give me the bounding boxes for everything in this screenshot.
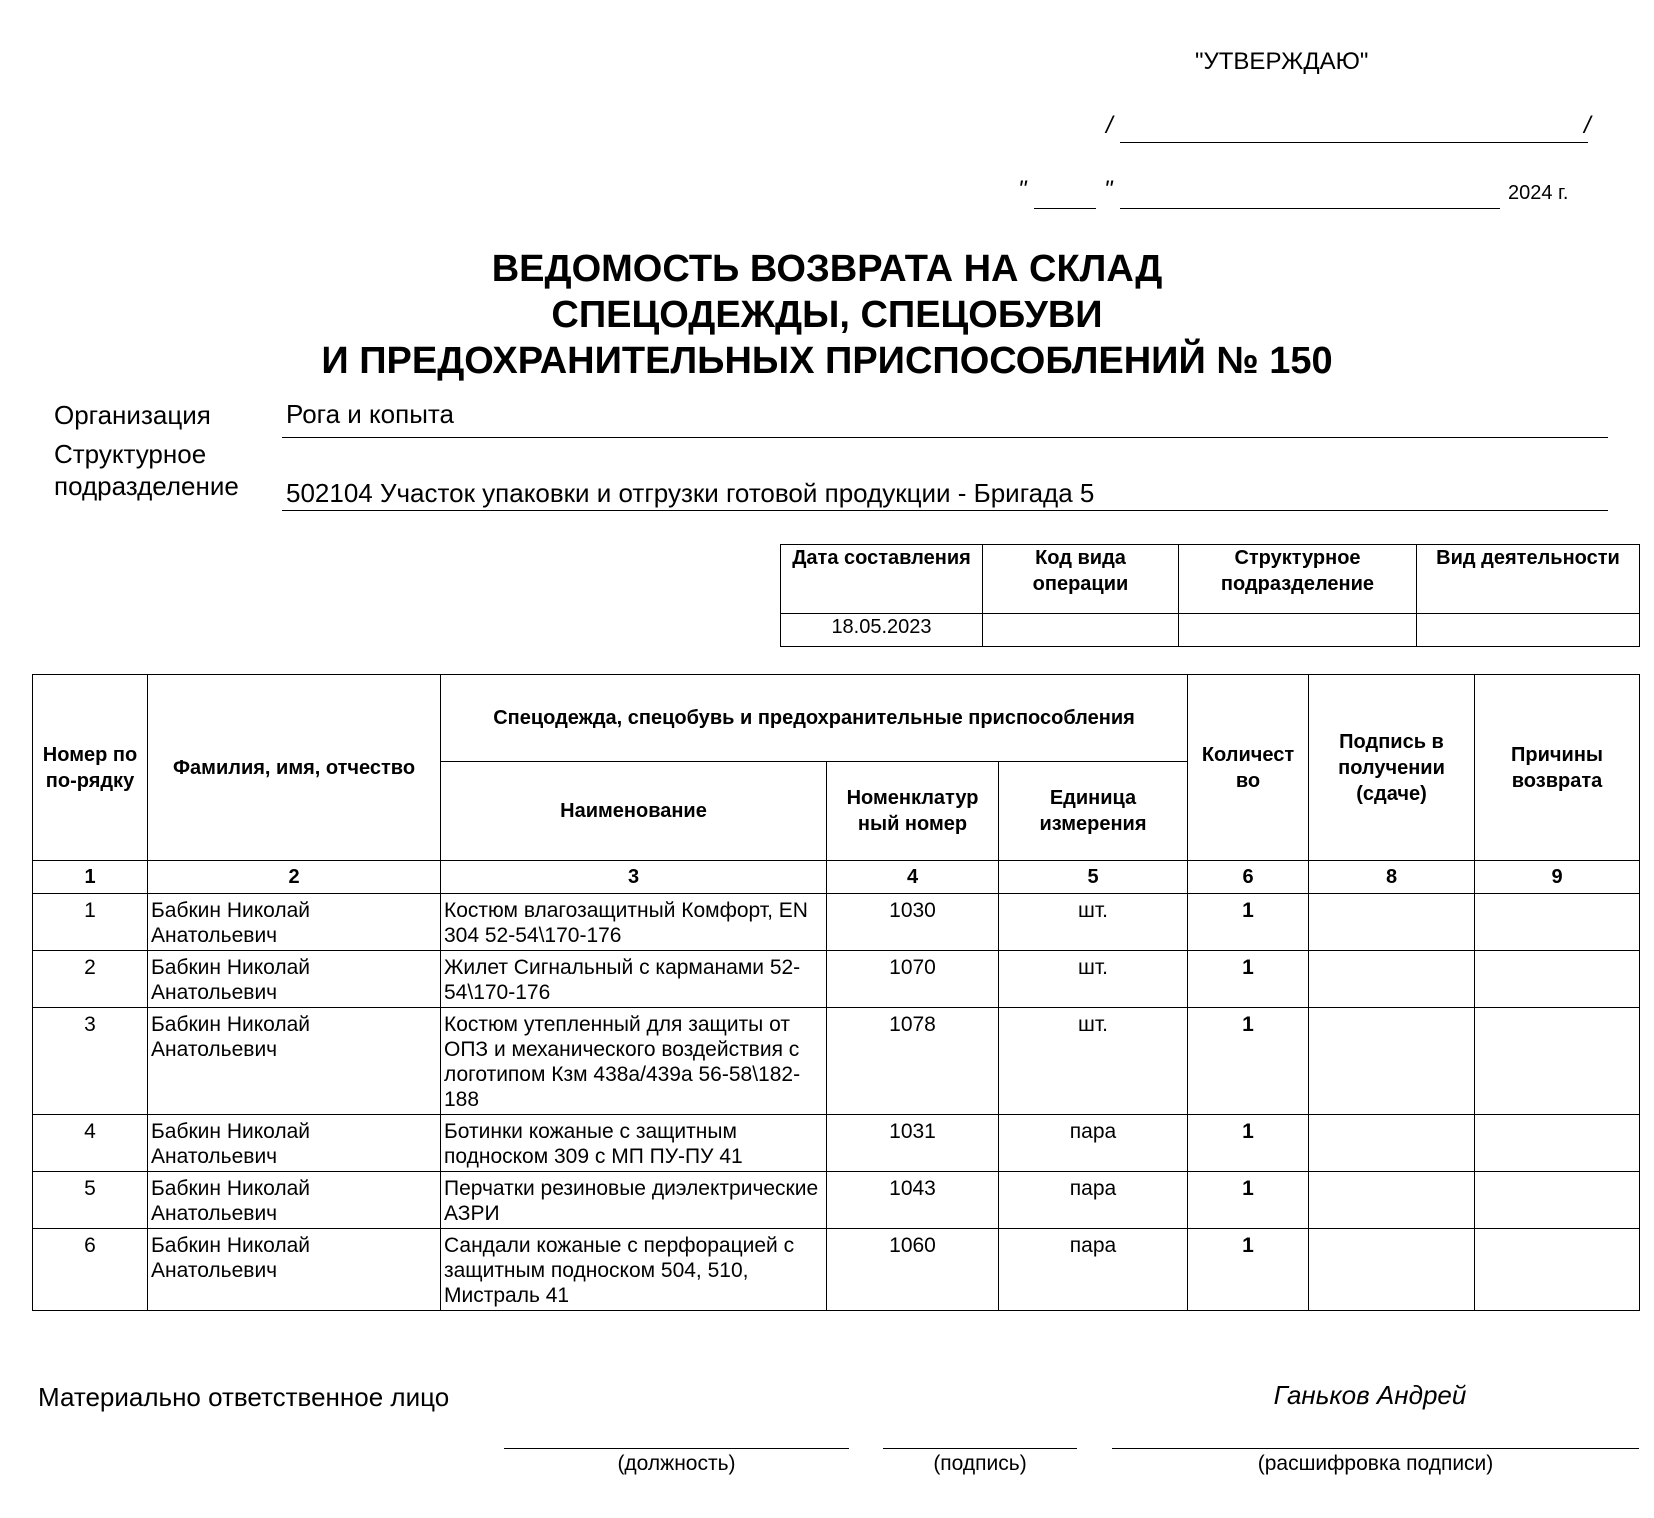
- meta-date-value: 18.05.2023: [781, 614, 983, 647]
- signature-caption: (подпись): [933, 1452, 1027, 1475]
- row-unit: шт.: [999, 951, 1188, 1008]
- row-qty: 1: [1188, 1008, 1309, 1115]
- header-signature: Подпись в получении (сдаче): [1309, 675, 1475, 861]
- row-unit: пара: [999, 1172, 1188, 1229]
- column-number: 9: [1475, 861, 1640, 894]
- meta-header-department: Структурное подразделение: [1179, 545, 1417, 614]
- meta-header-activity: Вид деятельности: [1417, 545, 1640, 614]
- date-quote-open: ": [1018, 176, 1027, 203]
- row-reason: [1475, 951, 1640, 1008]
- row-reason: [1475, 1008, 1640, 1115]
- row-signature: [1309, 894, 1475, 951]
- row-fio: Бабкин Николай Анатольевич: [148, 1172, 441, 1229]
- meta-department-value: [1179, 614, 1417, 647]
- org-underline: [282, 437, 1608, 438]
- row-signature: [1309, 1229, 1475, 1311]
- header-unit: Единица измерения: [999, 762, 1188, 861]
- header-group: Спецодежда, спецобувь и предохранительные приспособления: [441, 675, 1188, 762]
- row-signature: [1309, 1008, 1475, 1115]
- position-caption: (должность): [617, 1452, 736, 1475]
- meta-header-operation-code: Код вида операции: [983, 545, 1179, 614]
- row-num: 5: [33, 1172, 148, 1229]
- org-value: Рога и копыта: [286, 399, 454, 429]
- row-reason: [1475, 1172, 1640, 1229]
- row-name: Ботинки кожаные с защитным подноском 309 с МП ПУ-ПУ 41: [441, 1115, 827, 1172]
- row-fio: Бабкин Николай Анатольевич: [148, 951, 441, 1008]
- meta-activity-value: [1417, 614, 1640, 647]
- row-qty: 1: [1188, 951, 1309, 1008]
- table-row: [33, 951, 1640, 1008]
- header-num: Номер по по-рядку: [33, 675, 148, 861]
- row-num: 3: [33, 1008, 148, 1115]
- row-qty: 1: [1188, 1172, 1309, 1229]
- approval-slash-left: /: [1106, 112, 1113, 139]
- document-title-line-1: ВЕДОМОСТЬ ВОЗВРАТА НА СКЛАД: [491, 248, 1163, 290]
- meta-value-row: [781, 614, 1640, 647]
- signature-line: [883, 1448, 1077, 1449]
- row-unit: шт.: [999, 894, 1188, 951]
- document-title: [0, 246, 1654, 384]
- row-signature: [1309, 1115, 1475, 1172]
- header-row-1: [33, 675, 1640, 762]
- column-number: 2: [148, 861, 441, 894]
- row-signature: [1309, 951, 1475, 1008]
- row-qty: 1: [1188, 1229, 1309, 1311]
- row-num: 2: [33, 951, 148, 1008]
- meta-operation-code-value: [983, 614, 1179, 647]
- row-nomenclature: 1070: [827, 951, 999, 1008]
- column-number: 8: [1309, 861, 1475, 894]
- meta-table: [780, 544, 1640, 647]
- meta-header-row: [781, 545, 1640, 614]
- dept-value: 502104 Участок упаковки и отгрузки готовой продукции - Бригада 5: [286, 478, 1095, 508]
- row-fio: Бабкин Николай Анатольевич: [148, 1115, 441, 1172]
- row-qty: 1: [1188, 894, 1309, 951]
- row-nomenclature: 1043: [827, 1172, 999, 1229]
- row-signature: [1309, 1172, 1475, 1229]
- main-table: [32, 674, 1640, 1311]
- row-unit: пара: [999, 1229, 1188, 1311]
- date-day-line: [1034, 208, 1096, 209]
- decoding-caption: (расшифровка подписи): [1257, 1452, 1494, 1475]
- row-fio: Бабкин Николай Анатольевич: [148, 1229, 441, 1311]
- header-qty: Количест во: [1188, 675, 1309, 861]
- row-nomenclature: 1030: [827, 894, 999, 951]
- row-qty: 1: [1188, 1115, 1309, 1172]
- responsible-person-name: Ганьков Андрей: [1273, 1380, 1467, 1410]
- row-num: 6: [33, 1229, 148, 1311]
- row-reason: [1475, 894, 1640, 951]
- date-month-line: [1120, 208, 1500, 209]
- row-nomenclature: 1060: [827, 1229, 999, 1311]
- date-quote-close: ": [1104, 176, 1113, 203]
- row-fio: Бабкин Николай Анатольевич: [148, 1008, 441, 1115]
- header-reason: Причины возврата: [1475, 675, 1640, 861]
- row-name: Жилет Сигнальный с карманами 52-54\170-176: [441, 951, 827, 1008]
- row-reason: [1475, 1115, 1640, 1172]
- column-number: 5: [999, 861, 1188, 894]
- row-unit: пара: [999, 1115, 1188, 1172]
- decoding-line: [1112, 1448, 1639, 1449]
- org-label: Организация: [54, 400, 211, 430]
- document-title-line-3: И ПРЕДОХРАНИТЕЛЬНЫХ ПРИСПОСОБЛЕНИЙ № 150: [321, 340, 1333, 382]
- table-row: [33, 1229, 1640, 1311]
- row-name: Перчатки резиновые диэлектрические АЗРИ: [441, 1172, 827, 1229]
- row-num: 4: [33, 1115, 148, 1172]
- row-unit: шт.: [999, 1008, 1188, 1115]
- row-reason: [1475, 1229, 1640, 1311]
- approval-title: "УТВЕРЖДАЮ": [1195, 48, 1369, 75]
- document-title-line-2: СПЕЦОДЕЖДЫ, СПЕЦОБУВИ: [551, 294, 1103, 336]
- column-number: 4: [827, 861, 999, 894]
- meta-header-date: Дата составления: [781, 545, 983, 614]
- header-name: Наименование: [441, 762, 827, 861]
- column-numbers-row: [33, 861, 1640, 894]
- row-name: Костюм утепленный для защиты от ОПЗ и механического воздействия с логотипом Кзм 438а/439а 56-58\182-188: [441, 1008, 827, 1115]
- table-row: [33, 1115, 1640, 1172]
- dept-label-line-1: Структурное: [54, 439, 207, 469]
- header-fio: Фамилия, имя, отчество: [148, 675, 441, 861]
- header-nomenclature: Номенклатур ный номер: [827, 762, 999, 861]
- row-num: 1: [33, 894, 148, 951]
- row-fio: Бабкин Николай Анатольевич: [148, 894, 441, 951]
- responsible-person-label: Материально ответственное лицо: [38, 1382, 450, 1412]
- approval-signature-line: [1120, 142, 1588, 143]
- row-nomenclature: 1078: [827, 1008, 999, 1115]
- row-name: Сандали кожаные с перфорацией с защитным подноском 504, 510, Мистраль 41: [441, 1229, 827, 1311]
- column-number: 1: [33, 861, 148, 894]
- approval-year: 2024 г.: [1508, 182, 1569, 204]
- row-name: Костюм влагозащитный Комфорт, EN 304 52-54\170-176: [441, 894, 827, 951]
- approval-slash-right: /: [1584, 112, 1591, 139]
- table-row: [33, 1172, 1640, 1229]
- column-number: 6: [1188, 861, 1309, 894]
- column-number: 3: [441, 861, 827, 894]
- table-row: [33, 894, 1640, 951]
- table-row: [33, 1008, 1640, 1115]
- dept-label-line-2: подразделение: [54, 471, 239, 501]
- position-line: [504, 1448, 849, 1449]
- dept-underline: [282, 510, 1608, 511]
- row-nomenclature: 1031: [827, 1115, 999, 1172]
